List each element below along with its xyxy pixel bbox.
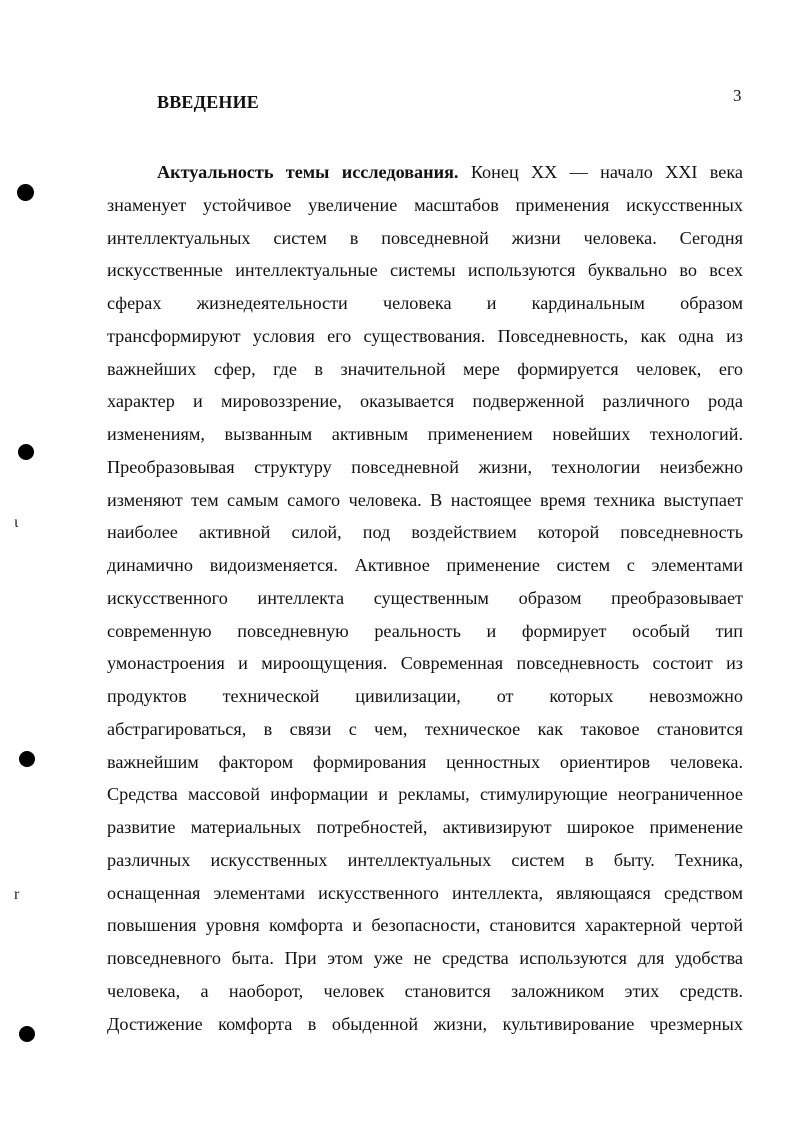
text-line: сферах жизнедеятельности человека и кардинальным образом <box>107 293 743 313</box>
text-line: повышения уровня комфорта и безопасности, становится характерной чертой <box>107 915 743 936</box>
punch-hole-mark <box>19 751 35 767</box>
page-number: 3 <box>733 86 742 105</box>
text-line: человека, а наоборот, человек становится заложником этих средств. <box>107 980 743 1001</box>
punch-hole-mark <box>18 444 34 460</box>
text-line: современную повседневную реальность и формирует особый тип <box>107 620 743 641</box>
text-line: искусственного интеллекта существенным образом преобразовывает <box>107 587 743 608</box>
text-line: различных искусственных интеллектуальных систем в быту. Техника, <box>107 849 743 870</box>
text-line: оснащенная элементами искусственного интеллекта, являющаяся средством <box>107 882 743 903</box>
text-line: знаменует устойчивое увеличение масштабов применения искусственных <box>107 194 743 215</box>
text-line: абстрагироваться, в связи с чем, техническое как таковое становится <box>107 718 743 739</box>
text-line: Достижение комфорта в обыденной жизни, культивирование чрезмерных <box>107 1013 743 1034</box>
text-line: изменениям, вызванным активным применением новейших технологий. <box>107 424 743 444</box>
text-line: изменяют тем самым самого человека. В настоящее время техника выступает <box>107 489 743 510</box>
section-heading: ВВЕДЕНИЕ <box>157 92 260 112</box>
text-line: Преобразовывая структуру повседневной жизни, технологии неизбежно <box>107 456 743 477</box>
lead-phrase: Актуальность темы исследования. <box>157 162 459 182</box>
text-line: Средства массовой информации и рекламы, стимулирующие неограниченное <box>107 784 743 805</box>
text-line: искусственные интеллектуальные системы используются буквально во всех <box>107 260 743 281</box>
text-line: развитие материальных потребностей, активизируют широкое применение <box>107 817 743 837</box>
margin-scan-artifact: ι <box>14 514 19 531</box>
margin-scan-artifact: r <box>14 886 20 903</box>
punch-hole-mark <box>19 1026 35 1042</box>
text-line: трансформируют условия его существования. Повседневность, как одна из <box>107 325 743 346</box>
text-line: Актуальность темы исследования. Конец XX — начало XXI века <box>157 162 743 182</box>
text-line: повседневного быта. При этом уже не средства используются для удобства <box>107 948 743 968</box>
text-line: умонастроения и мироощущения. Современная повседневность состоит из <box>107 653 743 674</box>
text-line: важнейших сфер, где в значительной мере формируется человек, его <box>107 358 743 379</box>
text-line: важнейшим фактором формирования ценностных ориентиров человека. <box>107 751 743 772</box>
text-line: динамично видоизменяется. Активное применение систем с элементами <box>107 555 743 575</box>
text-line: наиболее активной силой, под воздействием которой повседневность <box>107 522 743 543</box>
body-paragraph <box>107 156 743 1040</box>
text-line: интеллектуальных систем в повседневной жизни человека. Сегодня <box>107 227 743 248</box>
text-line: характер и мировоззрение, оказывается подверженной различного рода <box>107 391 743 412</box>
text-line: продуктов технической цивилизации, от которых невозможно <box>107 686 743 706</box>
punch-hole-mark <box>17 184 34 201</box>
